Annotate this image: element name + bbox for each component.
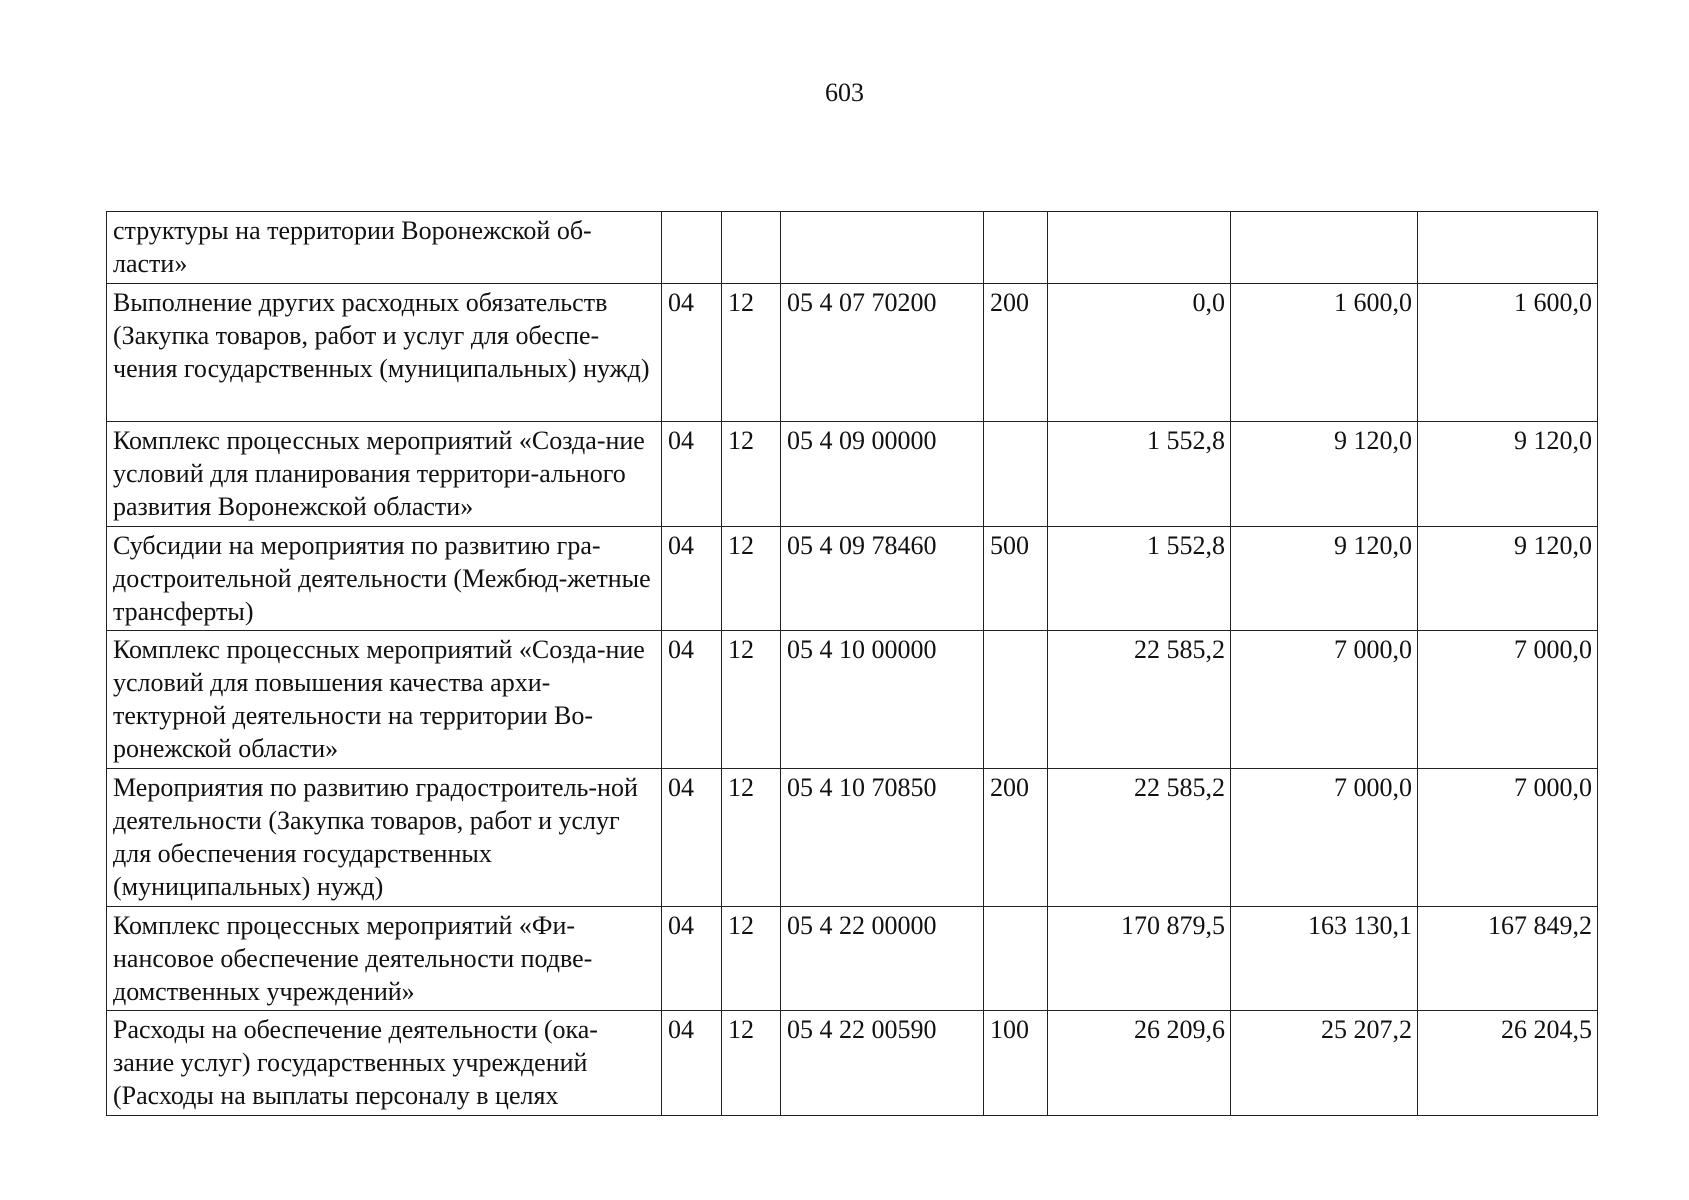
year-3-amount-cell: 1 600,0 (1418, 284, 1598, 422)
year-3-amount-cell: 9 120,0 (1418, 422, 1598, 527)
year-3-amount-cell: 7 000,0 (1418, 769, 1598, 907)
year-1-amount-cell: 1 552,8 (1048, 422, 1231, 527)
subsection-code-cell: 12 (722, 284, 781, 422)
section-code-cell: 04 (662, 907, 722, 1011)
section-code-cell: 04 (662, 769, 722, 907)
section-code-cell: 04 (662, 422, 722, 527)
year-2-amount-cell: 9 120,0 (1231, 527, 1418, 631)
year-2-amount-cell: 163 130,1 (1231, 907, 1418, 1011)
expense-type-cell: 100 (984, 1011, 1048, 1116)
expense-type-cell (984, 422, 1048, 527)
year-2-amount-cell: 1 600,0 (1231, 284, 1418, 422)
year-1-amount-cell (1048, 212, 1231, 284)
year-3-amount-cell: 9 120,0 (1418, 527, 1598, 631)
target-article-cell: 05 4 10 70850 (781, 769, 984, 907)
year-1-amount-cell: 1 552,8 (1048, 527, 1231, 631)
expense-type-cell: 500 (984, 527, 1048, 631)
table-row (107, 284, 1598, 422)
row-name-cell: Комплекс процессных мероприятий «Созда-ние условий для планирования территори-ального развития Воронежской области» (107, 422, 662, 527)
table-row (107, 212, 1598, 284)
year-1-amount-cell: 26 209,6 (1048, 1011, 1231, 1116)
year-2-amount-cell: 9 120,0 (1231, 422, 1418, 527)
section-code-cell: 04 (662, 284, 722, 422)
table-row (107, 907, 1598, 1011)
target-article-cell: 05 4 07 70200 (781, 284, 984, 422)
expense-type-cell: 200 (984, 769, 1048, 907)
row-name-cell: Комплекс процессных мероприятий «Фи-нансовое обеспечение деятельности подве-домственных учреждений» (107, 907, 662, 1011)
year-2-amount-cell: 25 207,2 (1231, 1011, 1418, 1116)
year-1-amount-cell: 0,0 (1048, 284, 1231, 422)
year-2-amount-cell (1231, 212, 1418, 284)
year-1-amount-cell: 170 879,5 (1048, 907, 1231, 1011)
year-2-amount-cell: 7 000,0 (1231, 631, 1418, 769)
table-row (107, 1011, 1598, 1116)
table-row (107, 422, 1598, 527)
year-1-amount-cell: 22 585,2 (1048, 769, 1231, 907)
row-name-cell: Расходы на обеспечение деятельности (ока-зание услуг) государственных учреждений (Расходы на выплаты персоналу в целях (107, 1011, 662, 1116)
expense-type-cell (984, 631, 1048, 769)
target-article-cell: 05 4 22 00000 (781, 907, 984, 1011)
subsection-code-cell: 12 (722, 769, 781, 907)
table-row (107, 527, 1598, 631)
target-article-cell: 05 4 10 00000 (781, 631, 984, 769)
target-article-cell (781, 212, 984, 284)
subsection-code-cell: 12 (722, 907, 781, 1011)
row-name-cell: Выполнение других расходных обязательств (Закупка товаров, работ и услуг для обеспе-чения государственных (муниципальных) нужд) (107, 284, 662, 422)
subsection-code-cell: 12 (722, 422, 781, 527)
year-3-amount-cell: 7 000,0 (1418, 631, 1598, 769)
budget-table (106, 211, 1598, 1116)
row-name-cell: структуры на территории Воронежской об-ласти» (107, 212, 662, 284)
section-code-cell: 04 (662, 527, 722, 631)
year-2-amount-cell: 7 000,0 (1231, 769, 1418, 907)
row-name-cell: Комплекс процессных мероприятий «Созда-ние условий для повышения качества архи-тектурной деятельности на территории Во-ронежской области» (107, 631, 662, 769)
target-article-cell: 05 4 22 00590 (781, 1011, 984, 1116)
row-name-cell: Субсидии на мероприятия по развитию гра-достроительной деятельности (Межбюд-жетные трансферты) (107, 527, 662, 631)
year-3-amount-cell (1418, 212, 1598, 284)
table-row (107, 631, 1598, 769)
subsection-code-cell: 12 (722, 1011, 781, 1116)
target-article-cell: 05 4 09 78460 (781, 527, 984, 631)
year-3-amount-cell: 26 204,5 (1418, 1011, 1598, 1116)
expense-type-cell (984, 907, 1048, 1011)
page-number: 603 (825, 78, 864, 107)
target-article-cell: 05 4 09 00000 (781, 422, 984, 527)
row-name-cell: Мероприятия по развитию градостроитель-ной деятельности (Закупка товаров, работ и услуг для обеспечения государственных (муниципальных) нужд) (107, 769, 662, 907)
section-code-cell (662, 212, 722, 284)
year-1-amount-cell: 22 585,2 (1048, 631, 1231, 769)
subsection-code-cell: 12 (722, 631, 781, 769)
expense-type-cell (984, 212, 1048, 284)
table-row (107, 769, 1598, 907)
section-code-cell: 04 (662, 1011, 722, 1116)
expense-type-cell: 200 (984, 284, 1048, 422)
subsection-code-cell: 12 (722, 527, 781, 631)
subsection-code-cell (722, 212, 781, 284)
year-3-amount-cell: 167 849,2 (1418, 907, 1598, 1011)
section-code-cell: 04 (662, 631, 722, 769)
